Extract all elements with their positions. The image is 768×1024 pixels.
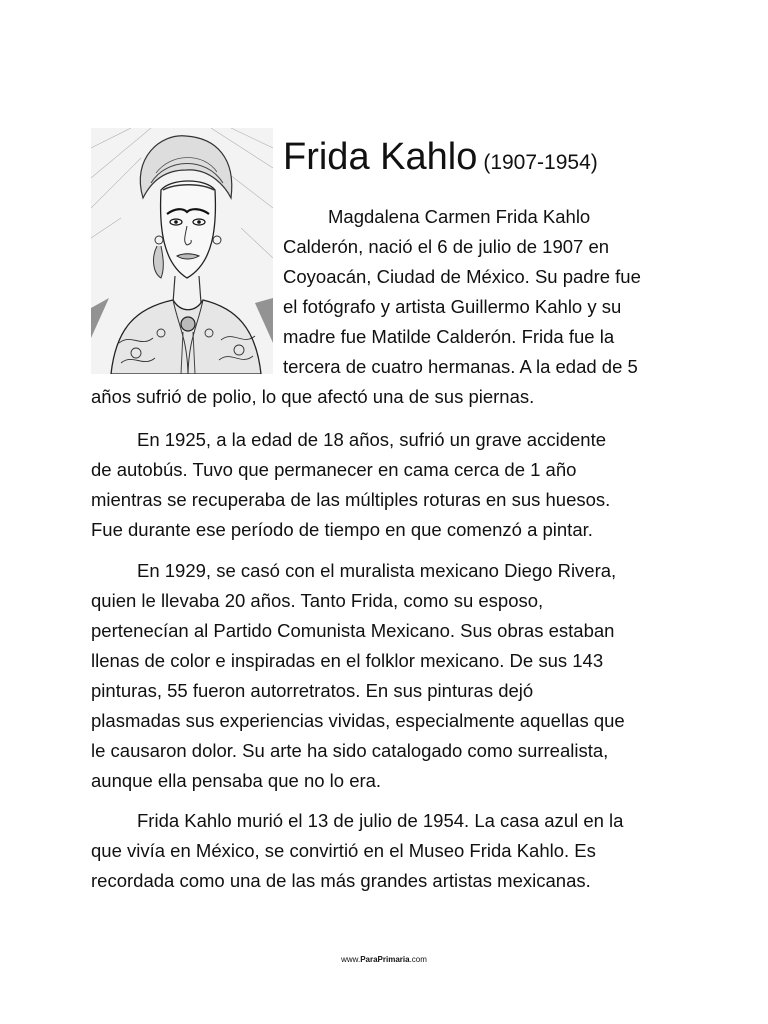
text-line: de autobús. Tuvo que permanecer en cama cerca de 1 año (91, 459, 577, 480)
text-line: mientras se recuperaba de las múltiples roturas en sus huesos. (91, 489, 611, 510)
text-line: recordada como una de las más grandes artistas mexicanas. (91, 870, 591, 891)
text-line: quien le llevaba 20 años. Tanto Frida, como su esposo, (91, 590, 544, 611)
footer-url[interactable] (0, 955, 768, 964)
text-line: plasmadas sus experiencias vividas, especialmente aquellas que (91, 710, 625, 731)
frida-portrait-sketch (91, 128, 273, 374)
text-line: que vivía en México, se convirtió en el Museo Frida Kahlo. Es (91, 840, 596, 861)
text-line: Calderón, nació el 6 de julio de 1907 en (283, 236, 610, 257)
text-line: Fue durante ese período de tiempo en que comenzó a pintar. (91, 519, 593, 540)
text-line: años sufrió de polio, lo que afectó una de sus piernas. (91, 386, 535, 407)
footer-brand: ParaPrimaria (360, 955, 410, 964)
text-line: pertenecían al Partido Comunista Mexicano. Sus obras estaban (91, 620, 615, 641)
text-line: el fotógrafo y artista Guillermo Kahlo y su (283, 296, 622, 317)
text-line: aunque ella pensaba que no lo era. (91, 770, 382, 791)
text-line: le causaron dolor. Su arte ha sido catalogado como surrealista, (91, 740, 609, 761)
page-title (283, 133, 598, 187)
footer-suffix: .com (409, 955, 427, 964)
title-name: Frida Kahlo (283, 136, 478, 178)
text-line: En 1925, a la edad de 18 años, sufrió un grave accidente (137, 429, 607, 450)
text-line: Frida Kahlo murió el 13 de julio de 1954. La casa azul en la (137, 810, 624, 831)
title-years: (1907-1954) (483, 151, 598, 174)
footer-prefix: www. (341, 955, 361, 964)
portrait-image (91, 128, 273, 374)
text-line: llenas de color e inspiradas en el folklor mexicano. De sus 143 (91, 650, 604, 671)
text-line: madre fue Matilde Calderón. Frida fue la (283, 326, 615, 347)
text-line: pinturas, 55 fueron autorretratos. En sus pinturas dejó (91, 680, 534, 701)
text-line: En 1929, se casó con el muralista mexicano Diego Rivera, (137, 560, 617, 581)
text-line: Coyoacán, Ciudad de México. Su padre fue (283, 266, 641, 287)
text-line: Magdalena Carmen Frida Kahlo (328, 206, 591, 227)
text-line: tercera de cuatro hermanas. A la edad de 5 (283, 356, 638, 377)
